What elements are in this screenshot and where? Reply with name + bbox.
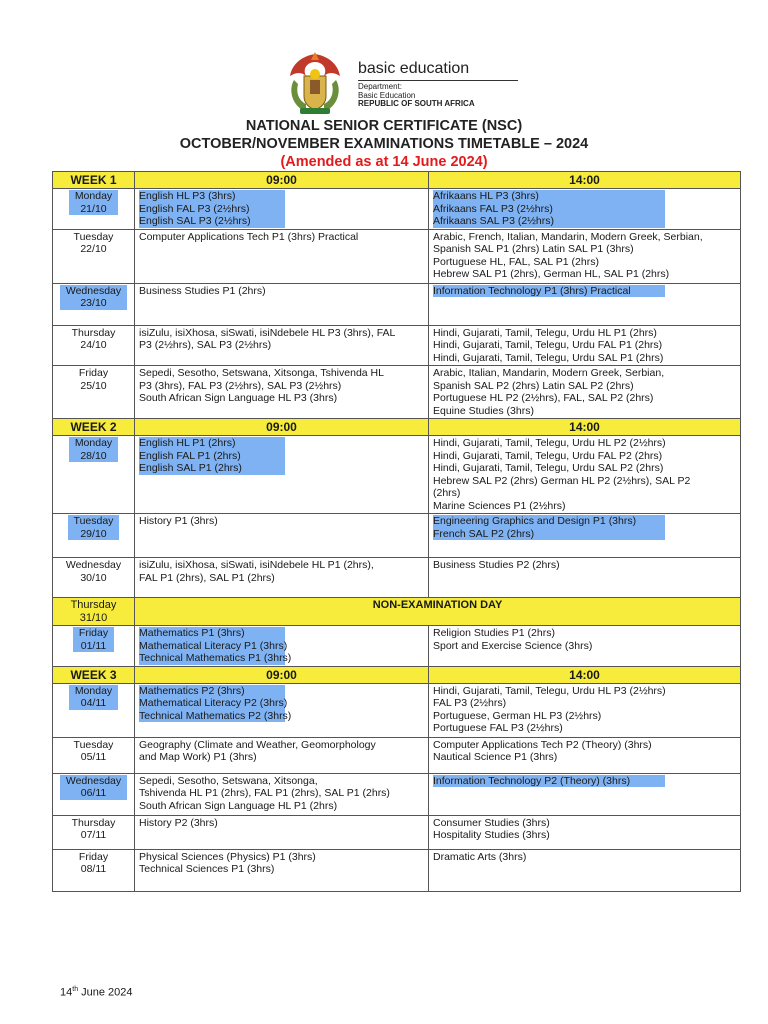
day-name: Friday [78, 850, 109, 863]
timetable-row [53, 598, 741, 626]
day-name: Thursday [70, 599, 117, 611]
date: 21/10 [80, 202, 107, 215]
timetable-row [53, 773, 741, 815]
exam-line: Portuguese HL, FAL, SAL P1 (2hrs) [433, 255, 599, 268]
exam-list [139, 190, 285, 228]
exam-line: Mathematics P2 (3hrs) [139, 684, 245, 697]
day-name: Thursday [71, 816, 116, 829]
timetable-row [53, 366, 741, 419]
footer-date: 14th June 2024 [60, 986, 133, 999]
exam-line: Dramatic Arts (3hrs) [433, 850, 527, 863]
exam-timetable [52, 171, 741, 892]
exam-line: History P1 (3hrs) [139, 515, 218, 527]
exam-cell-pm [429, 189, 741, 230]
day-cell [53, 189, 135, 230]
exam-cell-am [135, 737, 429, 773]
day-cell [53, 325, 135, 366]
day-date [74, 739, 114, 764]
exam-line: Mathematical Literacy P1 (3hrs) [139, 639, 288, 652]
exam-list [433, 437, 736, 512]
day-name: Friday [78, 627, 109, 639]
day-cell [53, 737, 135, 773]
exam-line: Spanish SAL P2 (2hrs) Latin SAL P2 (2hrs) [433, 379, 634, 392]
exam-line: Tshivenda HL P1 (2hrs), FAL P1 (2hrs), SAL P1 (2hrs) [139, 787, 390, 799]
exam-line: Business Studies P1 (2hrs) [139, 284, 266, 297]
timetable-row [53, 849, 741, 891]
timetable-row [53, 737, 741, 773]
session-pm-header: 14:00 [429, 419, 741, 436]
day-cell [53, 598, 135, 626]
exam-line: Portuguese HL P2 (2½hrs), FAL, SAL P2 (2hrs) [433, 392, 654, 404]
date: 30/10 [80, 571, 107, 584]
day-date [69, 437, 118, 462]
exam-cell-am [135, 283, 429, 325]
exam-line: Hindi, Gujarati, Tamil, Telegu, Urdu FAL P2 (2hrs) [433, 449, 663, 462]
exam-line: Hebrew SAL P1 (2hrs), German HL, SAL P1 (2hrs) [433, 268, 670, 280]
timetable-row [53, 325, 741, 366]
exam-line: English SAL P1 (2hrs) [139, 462, 242, 474]
day-cell [53, 815, 135, 849]
brand-divider [358, 80, 518, 81]
day-date [60, 285, 127, 310]
exam-line: Hindi, Gujarati, Tamil, Telegu, Urdu SAL P1 (2hrs) [433, 351, 664, 364]
session-am-header: 09:00 [135, 172, 429, 189]
day-name: Monday [74, 437, 113, 449]
day-name: Wednesday [65, 559, 122, 571]
day-date [79, 367, 108, 392]
exam-list [433, 190, 665, 228]
day-cell [53, 683, 135, 737]
exam-cell-pm [429, 325, 741, 366]
day-date [68, 515, 120, 540]
day-name: Wednesday [65, 284, 122, 297]
timetable-row [53, 283, 741, 325]
exam-line: Portuguese FAL P3 (2½hrs) [433, 722, 563, 734]
exam-line: Afrikaans FAL P3 (2½hrs) [433, 202, 553, 215]
exam-cell-pm [429, 514, 741, 558]
exam-line: History P2 (3hrs) [139, 816, 218, 829]
date: 04/11 [80, 697, 107, 709]
day-name: Wednesday [65, 774, 122, 787]
day-cell [53, 558, 135, 598]
exam-line: Hindi, Gujarati, Tamil, Telegu, Urdu HL P2 (2½hrs) [433, 437, 666, 449]
exam-line: Engineering Graphics and Design P1 (3hrs) [433, 515, 637, 527]
title-timetable: OCTOBER/NOVEMBER EXAMINATIONS TIMETABLE – 2024 [179, 136, 589, 152]
exam-list [433, 817, 736, 842]
exam-line: Hindi, Gujarati, Tamil, Telegu, Urdu SAL P2 (2hrs) [433, 462, 664, 474]
exam-line: Computer Applications Tech P2 (Theory) (3hrs) [433, 738, 652, 751]
exam-list [139, 231, 424, 244]
day-name: Monday [74, 190, 113, 202]
exam-list [139, 285, 424, 298]
date: 31/10 [79, 611, 108, 624]
exam-line: Technical Mathematics P1 (3hrs) [139, 652, 292, 664]
exam-line: Hindi, Gujarati, Tamil, Telegu, Urdu HL P1 (2hrs) [433, 326, 657, 339]
day-date [74, 231, 114, 256]
day-date [73, 627, 114, 652]
exam-line: Consumer Studies (3hrs) [433, 816, 550, 829]
exam-line: Marine Sciences P1 (2½hrs) [433, 499, 566, 512]
exam-line: English HL P1 (2hrs) [139, 437, 236, 449]
exam-line: Geography (Climate and Weather, Geomorphology [139, 738, 376, 751]
week-header-row [53, 172, 741, 189]
exam-line: Afrikaans HL P3 (3hrs) [433, 190, 539, 202]
exam-cell-am [135, 189, 429, 230]
session-am-header: 09:00 [135, 419, 429, 436]
exam-line: Arabic, French, Italian, Mandarin, Modern Greek, Serbian, [433, 230, 703, 243]
exam-line: Mathematical Literacy P2 (3hrs) [139, 697, 288, 709]
exam-line: Afrikaans SAL P3 (2½hrs) [433, 215, 554, 227]
exam-line: Equine Studies (3hrs) [433, 404, 534, 417]
timetable-row [53, 514, 741, 558]
exam-cell-am [135, 683, 429, 737]
day-date [69, 685, 118, 710]
exam-list [433, 775, 665, 788]
exam-list [139, 327, 424, 352]
date: 29/10 [80, 527, 107, 540]
exam-line: Nautical Science P1 (3hrs) [433, 751, 558, 763]
exam-line: isiZulu, isiXhosa, siSwati, isiNdebele HL P1 (2hrs), [139, 559, 374, 571]
exam-line: Religion Studies P1 (2hrs) [433, 627, 555, 639]
day-name: Friday [78, 367, 109, 379]
day-name: Monday [74, 684, 113, 697]
exam-list [433, 739, 736, 764]
dept-line: REPUBLIC OF SOUTH AFRICA [358, 99, 475, 108]
date: 25/10 [80, 379, 107, 392]
date: 22/10 [80, 243, 107, 255]
exam-cell-pm [429, 737, 741, 773]
exam-list [433, 231, 736, 281]
exam-cell-pm [429, 773, 741, 815]
exam-cell-am [135, 815, 429, 849]
exam-list [433, 559, 736, 572]
day-date [71, 599, 117, 624]
exam-line: English FAL P3 (2½hrs) [139, 202, 250, 215]
session-pm-header: 14:00 [429, 172, 741, 189]
department-block [358, 83, 475, 109]
exam-line: P3 (3hrs), FAL P3 (2½hrs), SAL P3 (2½hrs) [139, 379, 342, 392]
exam-cell-am [135, 773, 429, 815]
dept-line: Basic Education [358, 90, 416, 100]
timetable-row [53, 229, 741, 283]
exam-cell-pm [429, 849, 741, 891]
letterhead [282, 50, 522, 116]
day-date [72, 327, 116, 352]
exam-list [433, 327, 736, 365]
exam-list [433, 367, 736, 417]
day-name: Tuesday [73, 738, 114, 751]
date: 05/11 [80, 751, 107, 763]
week-label: WEEK 1 [53, 172, 135, 189]
exam-list [139, 559, 424, 584]
exam-line: French SAL P2 (2hrs) [433, 527, 535, 540]
exam-cell-pm [429, 436, 741, 514]
day-date [60, 775, 127, 800]
week-header-row [53, 666, 741, 683]
exam-line: English FAL P1 (2hrs) [139, 449, 241, 462]
week-label: WEEK 3 [53, 666, 135, 683]
exam-cell-pm [429, 558, 741, 598]
exam-list [433, 685, 736, 735]
date: 08/11 [80, 863, 107, 875]
exam-cell-am [135, 366, 429, 419]
day-cell [53, 514, 135, 558]
exam-cell-am [135, 229, 429, 283]
timetable-row [53, 558, 741, 598]
exam-cell-am [135, 626, 429, 667]
exam-cell-pm [429, 815, 741, 849]
exam-line: Hospitality Studies (3hrs) [433, 829, 550, 841]
exam-list [433, 851, 736, 864]
exam-line: Information Technology P2 (Theory) (3hrs) [433, 774, 631, 787]
day-cell [53, 773, 135, 815]
exam-line: Technical Sciences P1 (3hrs) [139, 863, 275, 875]
exam-list [139, 739, 424, 764]
timetable-row [53, 189, 741, 230]
exam-line: Arabic, Italian, Mandarin, Modern Greek, Serbian, [433, 367, 665, 379]
timetable-row [53, 683, 741, 737]
exam-list [139, 515, 424, 528]
exam-line: Hebrew SAL P2 (2hrs) German HL P2 (2½hrs), SAL P2 [433, 474, 691, 487]
date: 28/10 [80, 449, 107, 462]
day-date [69, 190, 118, 215]
day-name: Thursday [71, 326, 116, 339]
coat-of-arms-icon [282, 50, 348, 116]
exam-list [139, 367, 424, 405]
exam-cell-pm [429, 626, 741, 667]
day-name: Tuesday [73, 515, 114, 527]
exam-list [139, 684, 292, 723]
exam-line: South African Sign Language HL P1 (2hrs) [139, 799, 338, 812]
day-name: Tuesday [73, 230, 114, 243]
exam-cell-am [135, 325, 429, 366]
exam-cell-pm [429, 283, 741, 325]
exam-line: Business Studies P2 (2hrs) [433, 559, 560, 571]
day-cell [53, 283, 135, 325]
exam-line: P3 (2½hrs), SAL P3 (2½hrs) [139, 339, 272, 351]
day-cell [53, 849, 135, 891]
timetable-row [53, 436, 741, 514]
exam-line: Mathematics P1 (3hrs) [139, 627, 245, 639]
exam-line: Portuguese, German HL P3 (2½hrs) [433, 709, 602, 722]
exam-line: South African Sign Language HL P3 (3hrs) [139, 392, 338, 404]
exam-cell-pm [429, 229, 741, 283]
exam-list [139, 437, 285, 475]
exam-line: Technical Mathematics P2 (3hrs) [139, 709, 292, 722]
brand-name: basic education [358, 60, 470, 77]
exam-cell-am [135, 514, 429, 558]
date: 23/10 [80, 297, 107, 309]
exam-line: Hindi, Gujarati, Tamil, Telegu, Urdu FAL P1 (2hrs) [433, 339, 663, 351]
exam-list [139, 817, 424, 830]
title-nsc: NATIONAL SENIOR CERTIFICATE (NSC) [245, 118, 523, 134]
date: 01/11 [80, 639, 107, 652]
timetable-row [53, 815, 741, 849]
day-cell [53, 229, 135, 283]
date: 24/10 [80, 339, 107, 351]
exam-line: English HL P3 (3hrs) [139, 190, 236, 202]
exam-line: FAL P3 (2½hrs) [433, 697, 507, 709]
exam-line: Sport and Exercise Science (3hrs) [433, 639, 593, 652]
date: 06/11 [80, 787, 107, 799]
day-cell [53, 366, 135, 419]
day-date [79, 851, 108, 876]
title-amended: (Amended as at 14 June 2024) [280, 154, 488, 170]
exam-line: (2hrs) [433, 487, 461, 499]
session-am-header: 09:00 [135, 666, 429, 683]
day-date [66, 559, 121, 584]
exam-cell-am [135, 849, 429, 891]
exam-line: Sepedi, Sesotho, Setswana, Xitsonga, Tshivenda HL [139, 367, 384, 379]
exam-line: Computer Applications Tech P1 (3hrs) Practical [139, 230, 359, 243]
exam-list [139, 627, 292, 665]
exam-line: Hindi, Gujarati, Tamil, Telegu, Urdu HL P3 (2½hrs) [433, 684, 666, 697]
day-cell [53, 436, 135, 514]
exam-cell-am [135, 436, 429, 514]
exam-list [433, 285, 665, 298]
exam-cell-am [135, 558, 429, 598]
timetable-row [53, 626, 741, 667]
exam-cell-pm [429, 366, 741, 419]
exam-line: Physical Sciences (Physics) P1 (3hrs) [139, 850, 316, 863]
exam-cell-pm [429, 683, 741, 737]
exam-list [433, 515, 665, 540]
exam-line: Spanish SAL P1 (2hrs) Latin SAL P1 (3hrs) [433, 243, 634, 255]
exam-line: Sepedi, Sesotho, Setswana, Xitsonga, [139, 774, 318, 787]
week-header-row [53, 419, 741, 436]
date: 07/11 [80, 829, 107, 841]
week-label: WEEK 2 [53, 419, 135, 436]
session-pm-header: 14:00 [429, 666, 741, 683]
exam-list [433, 627, 736, 652]
day-cell [53, 626, 135, 667]
day-date [72, 817, 116, 842]
exam-list [139, 775, 424, 813]
exam-line: English SAL P3 (2½hrs) [139, 215, 251, 227]
non-exam-note: NON-EXAMINATION DAY [135, 598, 741, 626]
exam-line: Information Technology P1 (3hrs) Practical [433, 284, 631, 297]
dept-line: Department: [358, 82, 403, 91]
exam-line: and Map Work) P1 (3hrs) [139, 751, 257, 763]
exam-line: FAL P1 (2hrs), SAL P1 (2hrs) [139, 571, 275, 584]
exam-list [139, 851, 424, 876]
exam-line: isiZulu, isiXhosa, siSwati, isiNdebele HL P3 (3hrs), FAL [139, 326, 396, 339]
